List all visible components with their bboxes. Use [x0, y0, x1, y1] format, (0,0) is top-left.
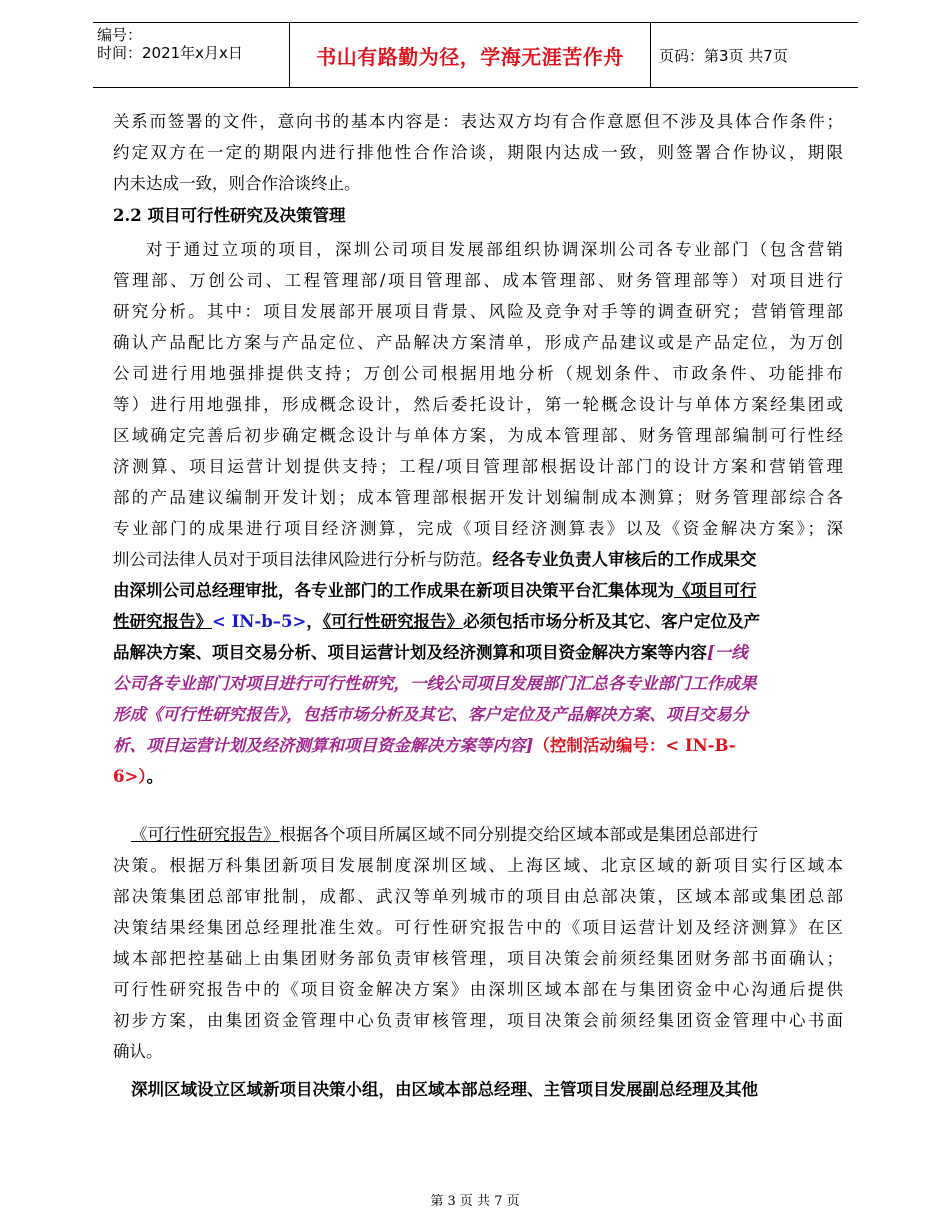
text-line: 深圳区域设立区域新项目决策小组，由区域本部总经理、主管项目发展副总经理及其他 [131, 1080, 758, 1099]
text-segment: 圳公司法律人员对于项目法律风险进行分析与防范。 [113, 550, 493, 569]
header-number-label: 编号： [97, 26, 143, 44]
text-line: 关系而签署的文件，意向书的基本内容是：表达双方均有合作意愿但不涉及具体合作条件； [113, 112, 843, 131]
paragraph-intent [113, 106, 843, 199]
bold-text: 必须包括市场分析及其它、客户定位及产 [463, 612, 761, 631]
header-time-label: 时间：2021年x月x日 [97, 44, 243, 62]
text-line [113, 637, 843, 668]
control-activity-code: 6>） [113, 767, 147, 786]
bold-text: 品解决方案、项目交易分析、项目运营计划及经济测算和项目资金解决方案等内容 [113, 643, 707, 662]
text-line: 公司进行用地强排提供支持；万创公司根据用地分析（规划条件、市政条件、功能排布 [113, 364, 843, 383]
paragraph-committee [113, 1074, 843, 1105]
bold-text: ， [306, 612, 323, 631]
header-meta [93, 23, 289, 87]
text-line [113, 730, 843, 761]
report-code: < IN-b–5> [212, 612, 307, 631]
report-title-link: 《项目可行 [674, 581, 757, 600]
paragraph-feasibility [113, 234, 843, 792]
text-line: 域本部把控基础上由集团财务部负责审核管理，项目决策会前须经集团财务部书面确认； [113, 949, 843, 968]
text-segment: 根据各个项目所属区域不同分别提交给区域本部或是集团总部进行 [279, 825, 758, 844]
page-header [93, 22, 858, 88]
italic-note: [一线 [707, 643, 748, 662]
text-line [113, 761, 843, 792]
text-line: 可行性研究报告中的《项目资金解决方案》由深圳区域本部在与集团资金中心沟通后提供 [113, 980, 843, 999]
section-heading: 2.2 项目可行性研究及决策管理 [113, 206, 346, 225]
italic-note: 析、项目运营计划及经济测算和项目资金解决方案等内容] [113, 736, 534, 755]
text-line [113, 575, 843, 606]
text-line: 对于通过立项的项目，深圳公司项目发展部组织协调深圳公司各专业部门（包含营销 [146, 240, 843, 259]
bold-text: 。 [146, 767, 164, 786]
bold-text: 由深圳公司总经理审批，各专业部门的工作成果在新项目决策平台汇集体现为 [113, 581, 674, 600]
text-line: 等）进行用地强排，形成概念设计，然后委托设计，第一轮概念设计与单体方案经集团或 [113, 395, 843, 414]
text-line: 确认。 [113, 1042, 163, 1061]
text-line: 区域确定完善后初步确定概念设计与单体方案，为成本管理部、财务管理部编制可行性经 [113, 426, 843, 445]
header-motto: 书山有路勤为径，学海无涯苦作舟 [316, 44, 624, 69]
bold-text: 经各专业负责人审核后的工作成果交 [492, 550, 757, 569]
text-line [113, 699, 843, 730]
page-footer: 第 3 页 共 7 页 [430, 1194, 520, 1209]
text-line: 决策。根据万科集团新项目发展制度深圳区域、上海区域、北京区域的新项目实行区域本 [113, 856, 843, 875]
text-line: 济测算、项目运营计划提供支持；工程/项目管理部根据设计部门的设计方案和营销管理 [113, 457, 843, 476]
text-line: 部决策集团总部审批制，成都、武汉等单列城市的项目由总部决策，区域本部或集团总部 [113, 887, 843, 906]
control-activity-code: （控制活动编号：< IN-B- [533, 736, 736, 755]
report-title: 《可行性研究报告》 [131, 825, 280, 844]
report-title: 性研究报告》 [113, 612, 212, 631]
text-line: 初步方案，由集团资金管理中心负责审核管理，项目决策会前须经集团资金管理中心书面 [113, 1011, 843, 1030]
text-line: 内未达成一致，则合作洽谈终止。 [113, 174, 361, 193]
text-line: 决策结果经集团总经理批准生效。可行性研究报告中的《项目运营计划及经济测算》在区 [113, 918, 843, 937]
text-line: 确认产品配比方案与产品定位、产品解决方案清单，形成产品建议或是产品定位，为万创 [113, 333, 843, 352]
text-line [113, 544, 843, 575]
italic-note: 公司各专业部门对项目进行可行性研究，一线公司项目发展部门汇总各专业部门工作成果 [113, 674, 757, 693]
text-line [113, 606, 843, 637]
header-page-label: 页码：第3页 共7页 [659, 46, 788, 65]
text-line: 约定双方在一定的期限内进行排他性合作洽谈，期限内达成一致，则签署合作协议，期限 [113, 143, 843, 162]
text-line: 研究分析。其中：项目发展部开展项目背景、风险及竞争对手等的调查研究；营销管理部 [113, 302, 843, 321]
paragraph-decision [113, 819, 843, 1067]
text-line: 专业部门的成果进行项目经济测算，完成《项目经济测算表》以及《资金解决方案》；深 [113, 519, 843, 538]
italic-note: 形成《可行性研究报告》，包括市场分析及其它、客户定位及产品解决方案、项目交易分 [113, 705, 749, 724]
report-title: 《可行性研究报告》 [322, 612, 464, 631]
text-line: 部的产品建议编制开发计划；成本管理部根据开发计划编制成本测算；财务管理部综合各 [113, 488, 843, 507]
text-line [113, 819, 843, 850]
text-line [113, 668, 843, 699]
text-line: 管理部、万创公司、工程管理部/项目管理部、成本管理部、财务管理部等）对项目进行 [113, 271, 843, 290]
